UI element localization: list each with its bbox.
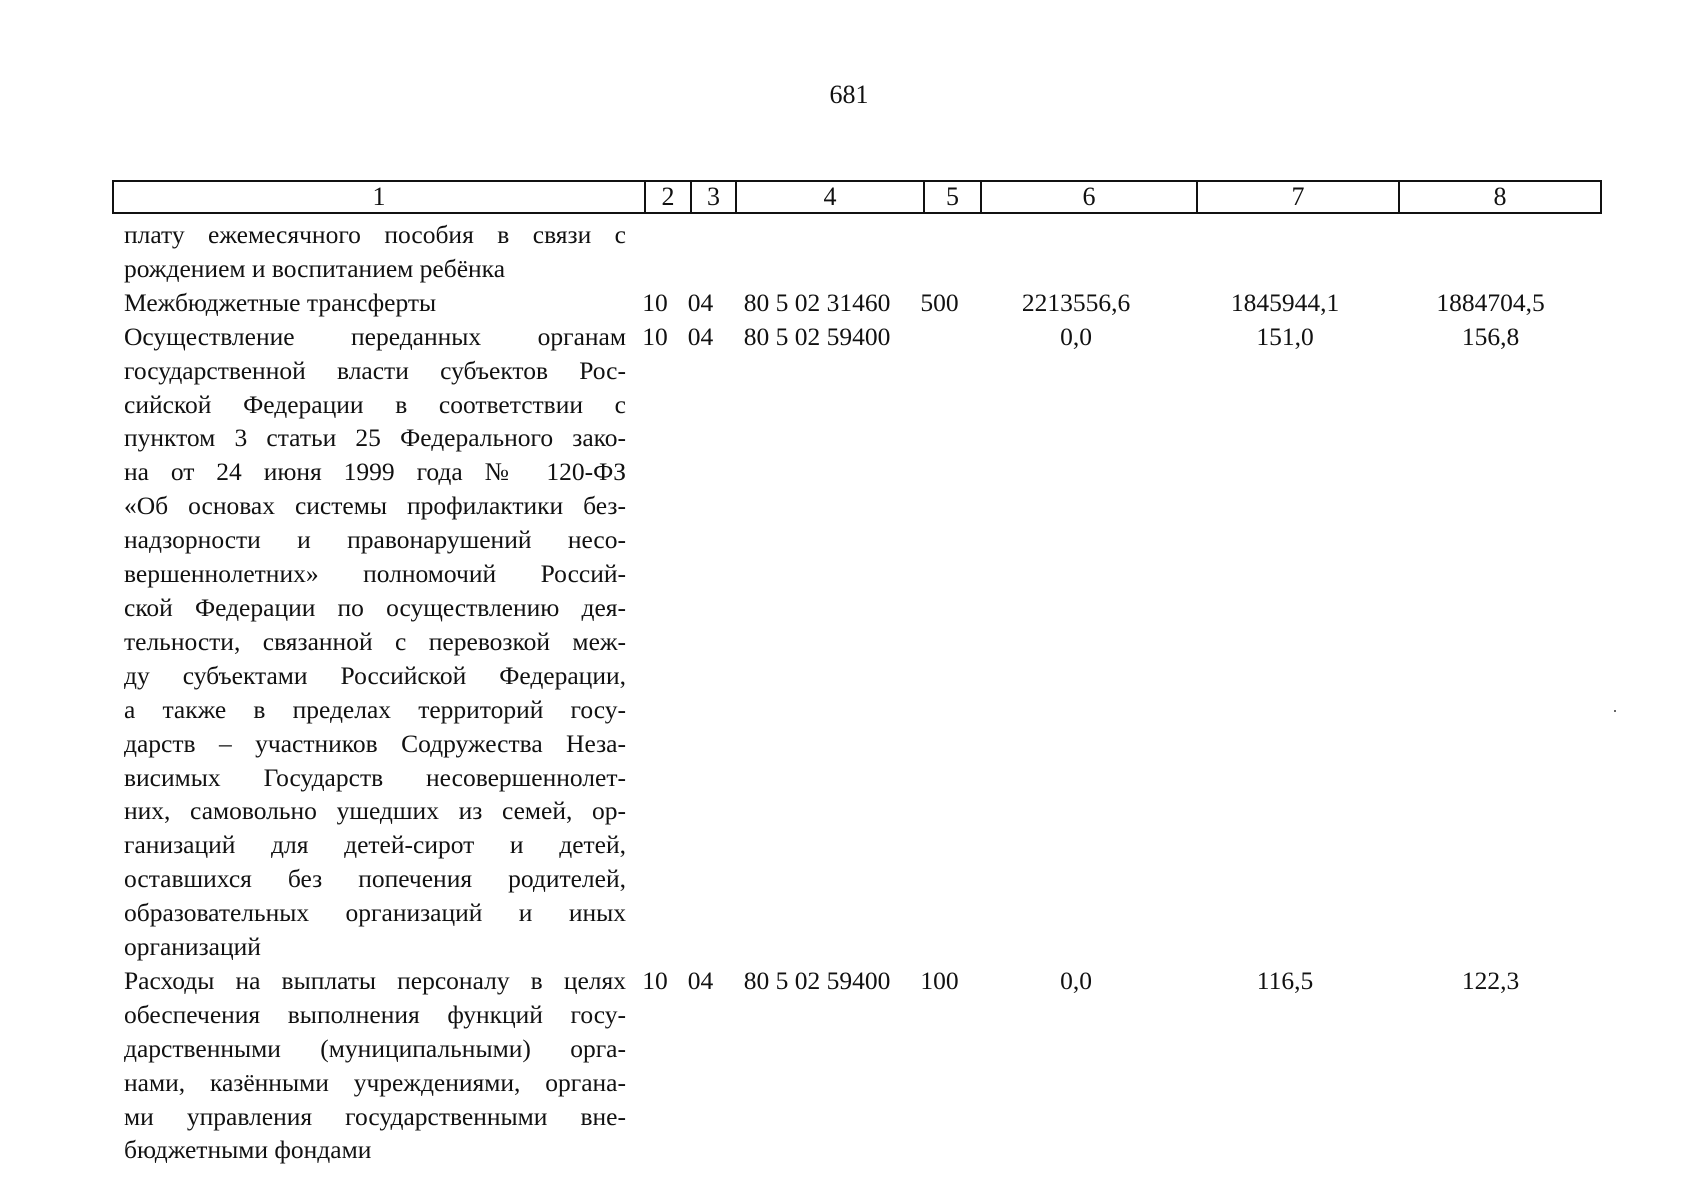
column-header-table — [112, 180, 1602, 214]
description-line: «Об основах системы профилактики без- — [124, 491, 626, 521]
cell-col-6: 0,0 — [1060, 965, 1092, 995]
description-line: оставшихся без попечения родителей, — [124, 864, 626, 894]
description-line: нами, казёнными учреждениями, органа- — [124, 1067, 626, 1097]
page-number: 681 — [829, 80, 869, 109]
column-header-7: 7 — [1197, 181, 1399, 213]
table-row — [112, 286, 1600, 320]
description-line: тельности, связанной с перевозкой меж- — [124, 626, 626, 656]
description-line: ганизаций для детей-сирот и детей, — [124, 830, 626, 860]
description-line: них, самовольно ушедших из семей, ор- — [124, 796, 626, 826]
description-line: ду субъектами Российской Федерации, — [124, 660, 626, 690]
description-line: государственной власти субъектов Рос- — [124, 355, 626, 385]
description-line: висимых Государств несовершеннолет- — [124, 762, 626, 792]
column-header-5: 5 — [924, 181, 981, 213]
row-description — [112, 218, 632, 286]
cell-col-2: 10 — [642, 965, 668, 995]
column-header-4: 4 — [736, 181, 924, 213]
description-line: дарств – участников Содружества Неза- — [124, 728, 626, 758]
description-line: сийской Федерации в соответствии с — [124, 389, 626, 419]
description-line: пунктом 3 статьи 25 Федерального зако- — [124, 423, 626, 453]
cell-col-8: 122,3 — [1461, 965, 1520, 995]
cell-col-2: 10 — [642, 321, 668, 351]
cell-col-6: 0,0 — [1060, 321, 1092, 351]
cell-col-8: 156,8 — [1461, 321, 1520, 351]
description-line: вершеннолетних» полномочий Россий- — [124, 559, 626, 589]
cell-col-7: 116,5 — [1256, 965, 1314, 995]
cell-col-4: 80 5 02 31460 — [743, 287, 891, 317]
cell-col-7: 1845944,1 — [1230, 287, 1340, 317]
description-line: Расходы на выплаты персоналу в целях — [124, 965, 626, 995]
description-line: обеспечения выполнения функций госу- — [124, 999, 626, 1029]
description-line: ми управления государственными вне- — [124, 1101, 626, 1131]
scan-speck — [1614, 710, 1616, 712]
description-line: дарственными (муниципальными) орга- — [124, 1033, 626, 1063]
description-line: ской Федерации по осуществлению дея- — [124, 592, 626, 622]
table-row — [112, 964, 1600, 1167]
column-header-2: 2 — [645, 181, 691, 213]
description-line: на от 24 июня 1999 года № 120-ФЗ — [124, 457, 626, 487]
cell-col-6: 2213556,6 — [1021, 287, 1131, 317]
column-header-1: 1 — [113, 181, 645, 213]
description-line: образовательных организаций и иных — [124, 898, 626, 928]
cell-col-8: 1884704,5 — [1436, 287, 1545, 317]
table-row — [112, 320, 1600, 964]
column-header-3: 3 — [691, 181, 736, 213]
description-line: рождением и воспитанием ребёнка — [124, 253, 506, 283]
cell-col-7: 151,0 — [1256, 321, 1314, 351]
cell-col-5: 100 — [920, 965, 959, 995]
description-line: бюджетными фондами — [124, 1135, 372, 1165]
cell-col-5: 500 — [920, 287, 959, 317]
description-line: надзорности и правонарушений несо- — [124, 525, 626, 555]
cell-col-3: 04 — [687, 287, 714, 317]
cell-col-3: 04 — [687, 321, 714, 351]
description-line: Осуществление переданных органам — [124, 321, 626, 351]
column-header-row — [113, 181, 1601, 213]
cell-col-3: 04 — [687, 965, 714, 995]
cell-col-4: 80 5 02 59400 — [743, 965, 891, 995]
description-line: Межбюджетные трансферты — [124, 287, 437, 317]
table-body — [112, 218, 1600, 1167]
table-row — [112, 218, 1600, 286]
row-description — [112, 286, 632, 320]
cell-col-2: 10 — [642, 287, 668, 317]
description-line: плату ежемесячного пособия в связи с — [124, 220, 626, 249]
row-description — [112, 320, 632, 964]
column-header-8: 8 — [1399, 181, 1601, 213]
column-header-6: 6 — [981, 181, 1197, 213]
description-line: организаций — [124, 932, 261, 962]
description-line: а также в пределах территорий госу- — [124, 694, 626, 724]
row-description — [112, 964, 632, 1167]
cell-col-4: 80 5 02 59400 — [743, 321, 891, 351]
